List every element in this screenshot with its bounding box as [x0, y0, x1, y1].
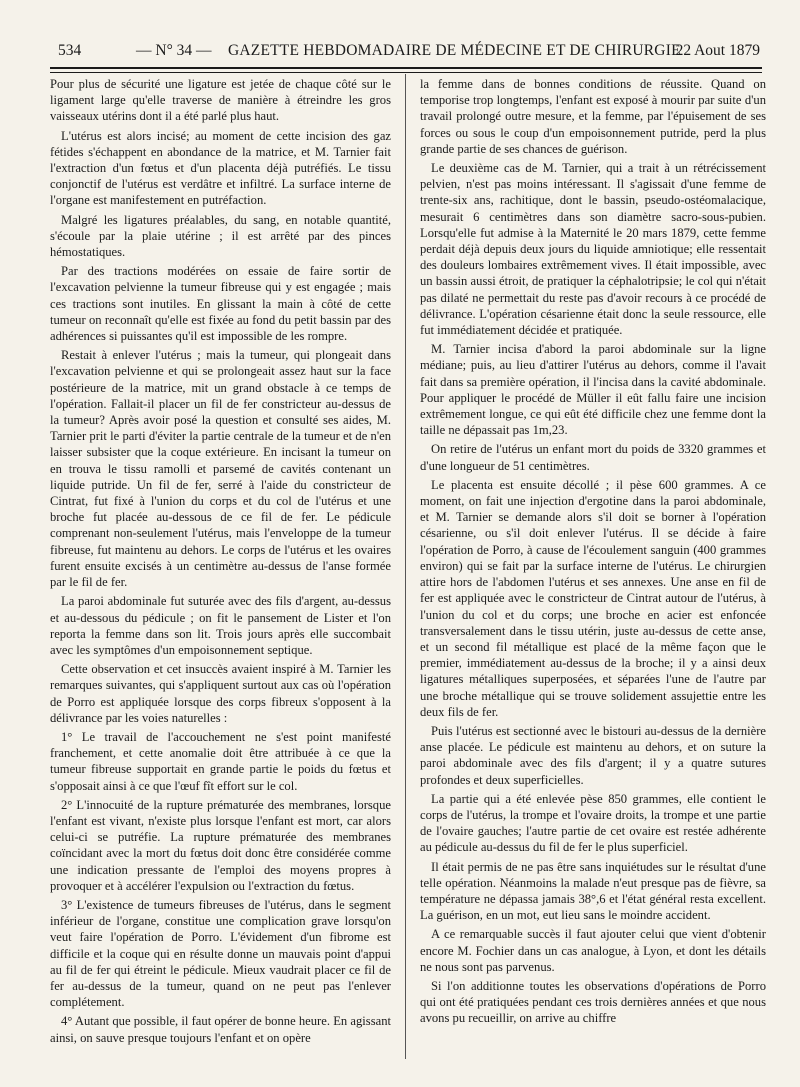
paragraph: Restait à enlever l'utérus ; mais la tumeur, qui plongeait dans l'excavation pelvienne et qui se prolongeait assez haut sur la face postérieure de la matrice, mit un grand obstacle à ce temps de l'opération. Fallait-il placer un fil de fer constricteur au-dessus de la tumeur? Après avoir posé la question et consulté ses aides, M. Tarnier prit le parti d'éviter la partie centrale de la tumeur et de n'en laisser subsister que la coque extérieure. En incisant la tumeur on en trouva le tissu ramolli et parsemé de cavités contenant un liquide putride. Un fil de fer, serré à l'aide du constricteur de Cintrat, fut fixé à l'union du corps et du col de l'utérus et une broche fut placée au-dessous de ce fil de fer. Le pédicule comprenant non-seulement l'utérus, mais l'enveloppe de la tumeur fibreuse, fut maintenu au dehors. Le corps de l'utérus et les ovaires furent ensuite excisés à un centimètre au-dessus de l'anse formée par le fil de fer. [50, 348, 391, 590]
paragraph-continued: la femme dans de bonnes conditions de réussite. Quand on temporise trop longtemps, l'enfant est exposé à mourir par suite d'un travail prolongé outre mesure, et la femme, par l'épuisement de ses forces ou sous le coup d'un empoisonnement putride, perd la plus grande partie de ses chances de guérison. [420, 77, 766, 156]
paragraph: L'utérus est alors incisé; au moment de cette incision des gaz fétides s'échappent en abondance de la matrice, et M. Tarnier fait l'extraction d'un fœtus et d'un placenta déjà putréfiés. Le tissu conjonctif de l'utérus est verdâtre et infiltré. La surface interne de l'organe est manifestement en putréfaction. [50, 128, 391, 208]
header-rule-thin [50, 72, 762, 73]
paragraph: Il était permis de ne pas être sans inquiétudes sur le résultat d'une telle opération. Néanmoins la malade n'eut presque pas de fièvre, sa température ne dépassa jamais 38°,6 et l'état général resta excellent. La guérison, en un mot, eut lieu sans le moindre accident. [420, 859, 766, 923]
header-rule-thick [50, 67, 762, 69]
paragraph: Si l'on additionne toutes les observations d'opérations de Porro qui ont été pratiquées pendant ces trois dernières années et que nous avons pu recueillir, on arrive au chiffre [420, 978, 766, 1026]
paragraph: M. Tarnier incisa d'abord la paroi abdominale sur la ligne médiane; puis, au lieu d'attirer l'utérus au dehors, comme il l'avait fait dans sa première opération, il l'incisa dans la cavité abdominale. Pour appliquer le procédé de Müller il eût fallu faire une incision extrêmement longue, ce qui eût été difficile chez une femme dont la taille ne dépassait pas 1m,23. [420, 342, 766, 438]
column-divider [405, 74, 406, 1059]
paragraph: 2° L'innocuité de la rupture prématurée des membranes, lorsque l'enfant est vivant, n'existe plus lorsque l'enfant est mort, car alors celui-ci se putréfie. La rupture prématurée des membranes coïncidant avec la mort du fœtus doit donc être considérée comme une indication pressante de l'emploi des moyens propres à provoquer et à accélérer l'expulsion ou l'extraction du fœtus. [50, 797, 391, 893]
left-column [50, 76, 391, 1049]
page-header [58, 42, 760, 64]
paragraph: La paroi abdominale fut suturée avec des fils d'argent, au-dessus et au-dessous du pédicule ; on fit le pansement de Lister et l'on reporta la femme dans son lit. Trois jours après elle succombait avec les symptômes d'un empoisonnement septique. [50, 594, 391, 657]
paragraph: Par des tractions modérées on essaie de faire sortir de l'excavation pelvienne la tumeur fibreuse qui y est engagée ; mais ces tractions sont inutiles. En glissant la main à côté de cette tumeur on reconnaît qu'elle est fixée au fond du petit bassin par des adhérences si puissantes qu'il est impossible de les rompre. [50, 264, 391, 344]
paragraph: Cette observation et cet insuccès avaient inspiré à M. Tarnier les remarques suivantes, qui s'appliquent surtout aux cas où l'opération de Porro est appliquée lorsque des corps fibreux s'opposent à la délivrance par les voies naturelles : [50, 662, 391, 725]
issue-date: 22 Aout 1879 [675, 42, 760, 59]
paragraph: A ce remarquable succès il faut ajouter celui que vient d'obtenir encore M. Fochier dans un cas analogue, à Lyon, et dont les détails ne nous sont pas parvenus. [420, 927, 766, 974]
paragraph: On retire de l'utérus un enfant mort du poids de 3320 grammes et d'une longueur de 51 centimètres. [420, 442, 766, 473]
right-column [420, 76, 766, 1030]
paragraph: Malgré les ligatures préalables, du sang, en notable quantité, s'écoule par la plaie utérine ; il est arrêté par des pinces hémostatiques. [50, 212, 391, 260]
paragraph: Le placenta est ensuite décollé ; il pèse 600 grammes. A ce moment, on fait une injection d'ergotine dans la paroi abdominale, et M. Tarnier se demande alors s'il doit se borner à l'opération césarienne, ou s'il doit enlever l'utérus. Il se décide à faire l'opération de Porro, à cause de l'écoulement sanguin (400 grammes environ) qui se fait par la surface interne de l'utérus. Le chirurgien attire hors de l'abdomen l'utérus et ses annexes. Une anse en fil de fer est appliquée avec le constricteur de Cintrat autour de l'utérus, à l'union du col et du corps; une broche en acier est enfoncée transversalement dans le tissu utérin, juste au-dessus de cette anse, et un second fil métallique est placé de la même façon que le premier, immédiatement au-dessus de la broche; il y a ainsi deux ligatures métalliques superposées, et séparées l'une de l'autre par une broche métallique qui se trouve solidement assujettie entre les deux fils de fer. [420, 477, 766, 719]
paragraph: Puis l'utérus est sectionné avec le bistouri au-dessus de la dernière anse placée. Le pédicule est maintenu au dehors, et on suture la paroi abdominale avec des fils d'argent; il y a quatre sutures profondes et deux superficielles. [420, 723, 766, 787]
page-number: 534 [58, 42, 82, 59]
issue-number: — N° 34 — [136, 42, 212, 59]
paragraph: La partie qui a été enlevée pèse 850 grammes, elle contient le corps de l'utérus, la trompe et l'ovaire droits, la trompe et une partie de l'ovaire gauches; l'autre partie de cet ovaire est restée adhérente au pédicule au-dessus du fil de fer le plus superficiel. [420, 791, 766, 855]
paragraph: 4° Autant que possible, il faut opérer de bonne heure. En agissant ainsi, on sauve presque toujours l'enfant et on opère [50, 1014, 391, 1045]
paragraph: Le deuxième cas de M. Tarnier, qui a trait à un rétrécissement pelvien, n'est pas moins intéressant. Il s'agissait d'une femme de trente-six ans, rachitique, dont le bassin, pseudo-ostéomalacique, mesurait 6 centimètres dans son diamètre sacro-sous-pubien. Lorsqu'elle fut admise à la Maternité le 20 mars 1879, cette femme perdait déjà depuis deux jours du liquide amniotique; elle ressentait des douleurs lombaires extrêmement vives. Il était impossible, avec un bassin aussi étroit, de pratiquer la céphalotripsie; le col qui n'était pas dilaté ne permettait du reste pas d'avoir recours à ce procédé de délivrance. L'opération césarienne était donc la seule ressource, elle fut immédiatement décidée et pratiquée. [420, 161, 766, 338]
paragraph: 3° L'existence de tumeurs fibreuses de l'utérus, dans le segment inférieur de l'organe, constitue une complication grave lorsqu'on veut faire l'opération de Porro. L'évidement d'un fibrome est difficile et la coque qui en résulte donne un mauvais point d'appui au fil de fer qui étreint le pédicule. Mieux vaudrait placer ce fil de fer au-dessus de la tumeur, quand on ne peut pas l'enlever complétement. [50, 897, 391, 1010]
journal-title: GAZETTE HEBDOMADAIRE DE MÉDECINE ET DE CHIRURGIE [228, 42, 681, 59]
paragraph: Pour plus de sécurité une ligature est jetée de chaque côté sur le ligament large qu'elle traverse de manière à étreindre les gros vaisseaux utérins dont il a été parlé plus haut. [50, 77, 391, 124]
paragraph: 1° Le travail de l'accouchement ne s'est point manifesté franchement, et cette anomalie doit être attribuée à ce que la tumeur fibreuse supportait en grande partie le poids du fœtus et s'opposait ainsi à ce que l'œuf fît effort sur le col. [50, 729, 391, 793]
